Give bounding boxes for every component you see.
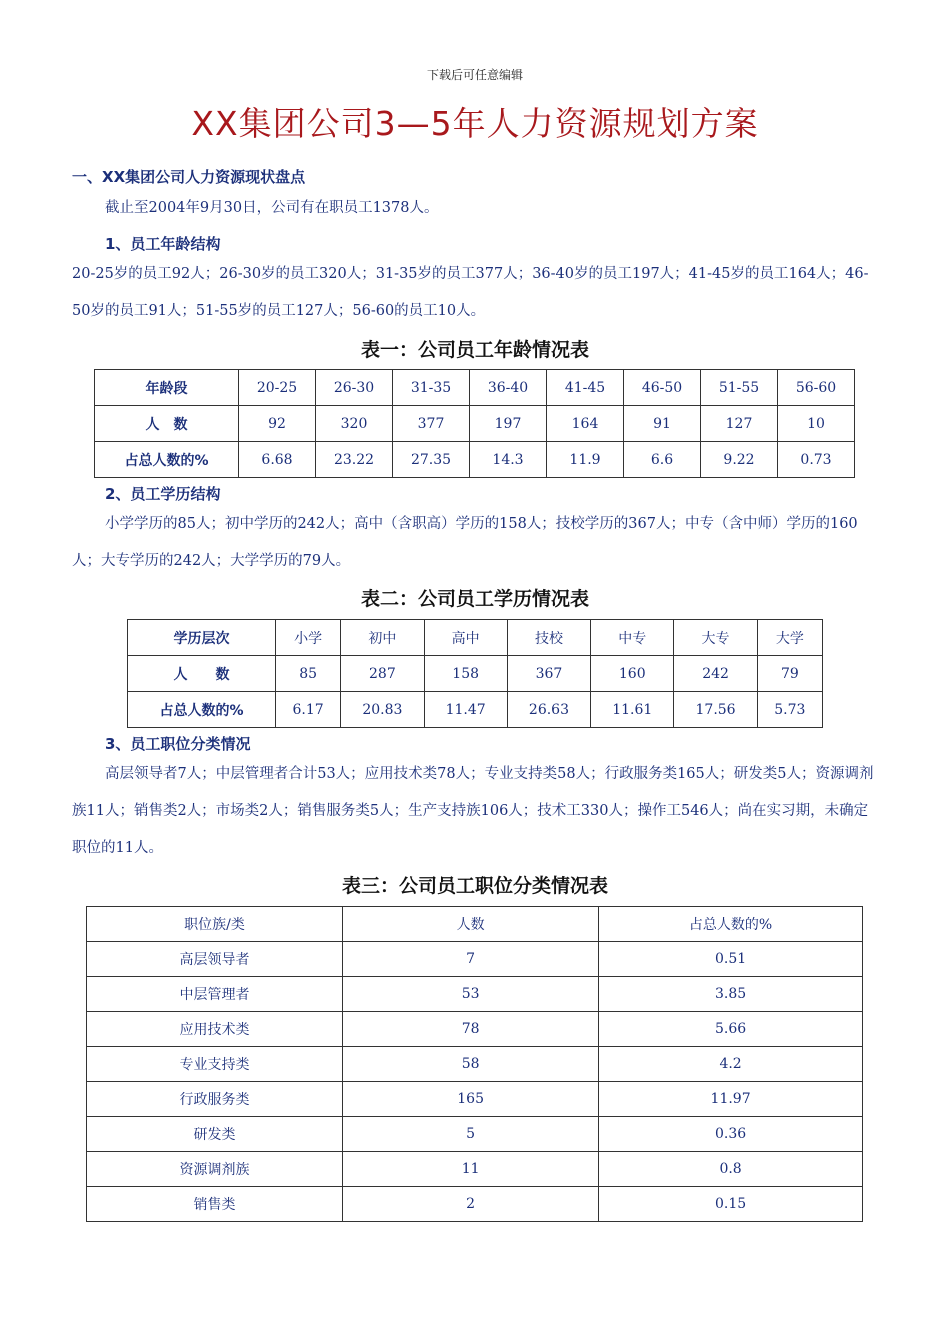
table-row [87, 942, 863, 977]
table-cell: 3.85 [599, 977, 863, 1012]
table-cell: 7 [343, 942, 599, 977]
table-cell: 26-30 [316, 370, 393, 406]
intro-paragraph: 截止至2004年9月30日，公司有在职员工1378人。 [105, 200, 439, 216]
table-cell: 20.83 [341, 692, 424, 728]
position-table-caption: 表三：公司员工职位分类情况表 [341, 875, 608, 897]
table-cell: 技校 [507, 620, 590, 656]
table-cell: 127 [701, 406, 778, 442]
table-cell: 大学 [757, 620, 822, 656]
age-paragraph: 20-25岁的员工92人；26-30岁的员工320人；31-35岁的员工377人；36-40岁的员工197人；41-45岁的员工164人；46-50岁的员工91人；51-55岁的员工127人；56-60的员工10人。 [72, 266, 869, 319]
table-cell: 56-60 [778, 370, 855, 406]
table-cell: 10 [778, 406, 855, 442]
table-cell: 377 [393, 406, 470, 442]
table-cell: 158 [424, 656, 507, 692]
table-row [95, 370, 855, 406]
table-cell: 165 [343, 1082, 599, 1117]
table-cell: 41-45 [547, 370, 624, 406]
table-cell: 46-50 [624, 370, 701, 406]
table-cell: 91 [624, 406, 701, 442]
table-cell: 大专 [674, 620, 757, 656]
table-cell: 27.35 [393, 442, 470, 478]
table-cell: 85 [276, 656, 341, 692]
education-table-caption: 表二：公司员工学历情况表 [360, 588, 589, 610]
table-cell: 0.36 [599, 1117, 863, 1152]
table-header: 人数 [343, 907, 599, 942]
table-cell: 5.66 [599, 1012, 863, 1047]
table-cell: 11.47 [424, 692, 507, 728]
table-cell: 242 [674, 656, 757, 692]
age-heading: 1、员工年龄结构 [105, 235, 221, 253]
table-cell: 14.3 [470, 442, 547, 478]
table-cell: 销售类 [87, 1187, 343, 1222]
table-cell: 287 [341, 656, 424, 692]
position-paragraph: 高层领导者7人；中层管理者合计53人；应用技术类78人；专业支持类58人；行政服务类165人；研发类5人；资源调剂族11人；销售类2人；市场类2人；销售服务类5人；生产支持族106人；技术工330人；操作工546人；尚在实习期，未确定职位的11人。 [72, 766, 874, 856]
section-heading: 一、XX集团公司人力资源现状盘点 [72, 168, 306, 186]
table-row [87, 977, 863, 1012]
table-cell: 4.2 [599, 1047, 863, 1082]
table-cell: 初中 [341, 620, 424, 656]
table-cell: 20-25 [239, 370, 316, 406]
row-header: 占总人数的% [128, 692, 276, 728]
table-row [87, 1047, 863, 1082]
table-header: 职位族/类 [87, 907, 343, 942]
table-cell: 11.61 [591, 692, 674, 728]
row-header: 学历层次 [128, 620, 276, 656]
table-cell: 164 [547, 406, 624, 442]
table-cell: 53 [343, 977, 599, 1012]
table-cell: 小学 [276, 620, 341, 656]
table-cell: 研发类 [87, 1117, 343, 1152]
table-cell: 5 [343, 1117, 599, 1152]
table-cell: 320 [316, 406, 393, 442]
table-cell: 0.51 [599, 942, 863, 977]
table-cell: 应用技术类 [87, 1012, 343, 1047]
table-cell: 资源调剂族 [87, 1152, 343, 1187]
table-cell: 中层管理者 [87, 977, 343, 1012]
table-cell: 58 [343, 1047, 599, 1082]
row-header: 人 数 [128, 656, 276, 692]
table-cell: 367 [507, 656, 590, 692]
position-table [86, 906, 863, 1222]
table-row [87, 1082, 863, 1117]
table-cell: 36-40 [470, 370, 547, 406]
row-header: 人 数 [95, 406, 239, 442]
table-row [87, 907, 863, 942]
table-cell: 行政服务类 [87, 1082, 343, 1117]
table-row [95, 406, 855, 442]
row-header: 占总人数的% [95, 442, 239, 478]
table-cell: 23.22 [316, 442, 393, 478]
table-row [87, 1012, 863, 1047]
table-cell: 11.9 [547, 442, 624, 478]
table-row [87, 1152, 863, 1187]
table-cell: 17.56 [674, 692, 757, 728]
table-cell: 高中 [424, 620, 507, 656]
table-cell: 高层领导者 [87, 942, 343, 977]
table-cell: 专业支持类 [87, 1047, 343, 1082]
age-table-caption: 表一：公司员工年龄情况表 [360, 339, 589, 361]
table-cell: 0.15 [599, 1187, 863, 1222]
table-cell: 160 [591, 656, 674, 692]
table-cell: 92 [239, 406, 316, 442]
table-cell: 中专 [591, 620, 674, 656]
table-cell: 6.6 [624, 442, 701, 478]
table-cell: 197 [470, 406, 547, 442]
table-cell: 0.8 [599, 1152, 863, 1187]
header-note: 下载后可任意编辑 [426, 68, 523, 82]
table-cell: 2 [343, 1187, 599, 1222]
table-cell: 5.73 [757, 692, 822, 728]
table-row [95, 442, 855, 478]
table-cell: 6.17 [276, 692, 341, 728]
table-cell: 51-55 [701, 370, 778, 406]
education-heading: 2、员工学历结构 [105, 485, 221, 503]
table-cell: 6.68 [239, 442, 316, 478]
table-row [87, 1117, 863, 1152]
education-paragraph: 小学学历的85人；初中学历的242人；高中（含职高）学历的158人；技校学历的367人；中专（含中师）学历的160人；大专学历的242人；大学学历的79人。 [72, 516, 858, 569]
table-cell: 78 [343, 1012, 599, 1047]
table-cell: 31-35 [393, 370, 470, 406]
table-cell: 79 [757, 656, 822, 692]
table-header: 占总人数的% [599, 907, 863, 942]
education-table [127, 619, 823, 728]
age-table [94, 369, 855, 478]
table-cell: 11.97 [599, 1082, 863, 1117]
table-cell: 11 [343, 1152, 599, 1187]
position-heading: 3、员工职位分类情况 [105, 735, 251, 753]
table-cell: 26.63 [507, 692, 590, 728]
table-cell: 9.22 [701, 442, 778, 478]
row-header: 年龄段 [95, 370, 239, 406]
table-row [128, 656, 823, 692]
table-row [87, 1187, 863, 1222]
table-cell: 0.73 [778, 442, 855, 478]
table-row [128, 692, 823, 728]
table-row [128, 620, 823, 656]
document-title: XX集团公司3—5年人力资源规划方案 [191, 104, 759, 143]
